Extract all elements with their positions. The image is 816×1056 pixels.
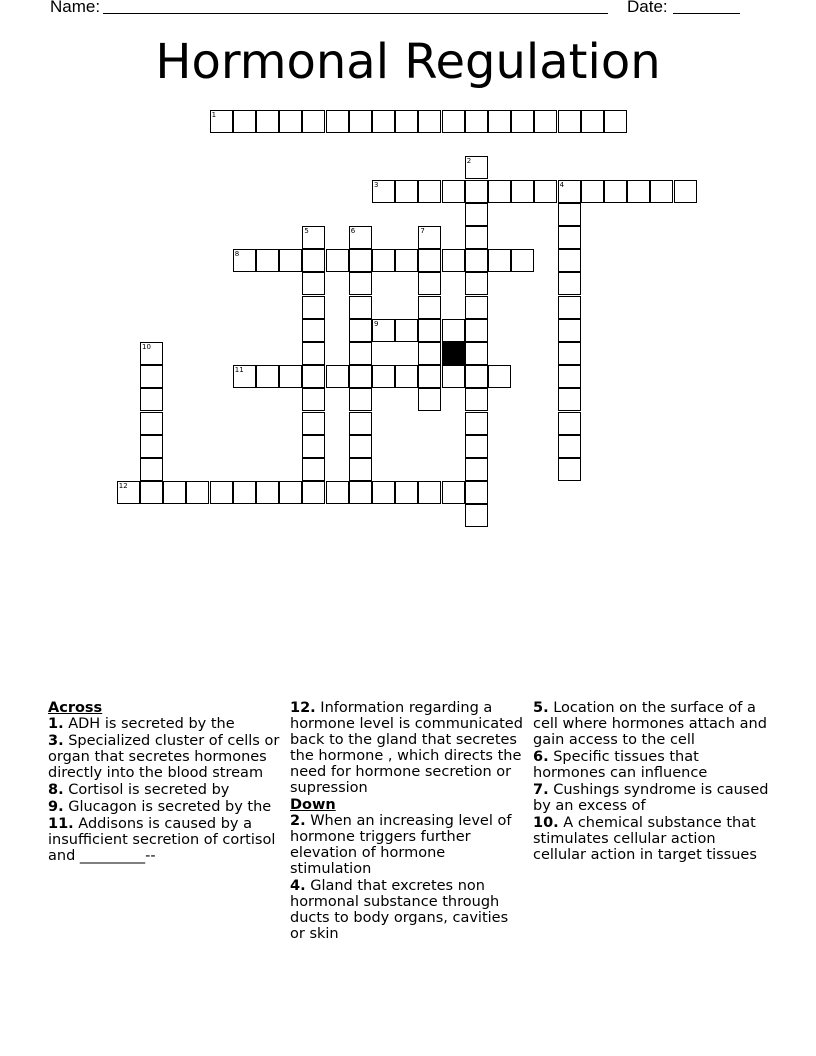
clue-number-6: 6 [350,227,356,235]
grid-cell[interactable] [140,342,163,365]
clue-number-2: 2 [466,157,472,166]
grid-cell[interactable] [534,110,557,133]
grid-cell[interactable] [418,481,441,504]
grid-cell[interactable] [488,249,511,272]
grid-cell[interactable] [140,435,163,458]
grid-cell[interactable] [465,319,488,342]
grid-cell[interactable] [326,481,349,504]
grid-cell[interactable] [349,110,372,133]
clues-column-1 [48,700,284,865]
grid-cell[interactable] [558,180,581,203]
clue-number-9: 9 [374,319,379,328]
grid-cell[interactable] [349,458,372,481]
grid-cell[interactable] [534,180,557,203]
grid-cell[interactable] [418,319,441,342]
grid-cell[interactable] [465,226,488,249]
grid-cell[interactable] [302,249,325,272]
grid-cell[interactable] [558,388,581,411]
grid-cell[interactable] [650,180,673,203]
grid-cell[interactable] [302,365,325,388]
grid-cell[interactable] [558,203,581,226]
grid-cell[interactable] [279,249,302,272]
grid-cell[interactable] [117,481,140,504]
clue-number-11: 11 [234,366,244,375]
grid-cell[interactable] [395,180,418,203]
grid-cell[interactable] [418,296,441,319]
grid-cell[interactable] [465,249,488,272]
grid-cell[interactable] [442,180,465,203]
clues-column-2 [290,700,526,943]
clue-number-1: 1 [211,111,217,119]
grid-cell[interactable] [210,110,233,133]
clue-number-10: 10 [142,343,151,351]
grid-cell[interactable] [442,110,465,133]
date-label: Date: [627,0,668,16]
grid-cell[interactable] [163,481,186,504]
grid-cell[interactable] [465,110,488,133]
grid-cell[interactable] [302,458,325,481]
grid-cell[interactable] [465,458,488,481]
grid-cell[interactable] [395,481,418,504]
grid-cell[interactable] [349,319,372,342]
grid-cell[interactable] [442,481,465,504]
clue-down-7: 7. Cushings syndrome is caused by an excess of [533,782,769,814]
grid-cell[interactable] [302,272,325,295]
grid-cell[interactable] [558,412,581,435]
page-title: Hormonal Regulation [155,34,661,90]
grid-cell[interactable] [604,180,627,203]
grid-cell[interactable] [140,388,163,411]
grid-cell[interactable] [372,481,395,504]
grid-cell[interactable] [465,435,488,458]
grid-cell[interactable] [465,296,488,319]
grid-cell[interactable] [233,110,256,133]
clue-down-4: 4. Gland that excretes non hormonal substance through ducts to body organs, cavities or skin [290,878,509,942]
grid-cell[interactable] [395,319,418,342]
grid-cell[interactable] [581,110,604,133]
clue-across-11: 11. Addisons is caused by a insufficient secretion of cortisol and _________-- [48,816,276,864]
clue-down-6: 6. Specific tissues that hormones can influence [533,749,708,781]
clue-number-12: 12 [118,482,128,491]
grid-cell[interactable] [488,180,511,203]
grid-cell[interactable] [302,342,325,365]
grid-cell[interactable] [302,481,325,504]
grid-cell[interactable] [558,458,581,481]
grid-cell[interactable] [558,110,581,133]
grid-cell[interactable] [465,203,488,226]
grid-cell[interactable] [349,226,372,249]
grid-cell[interactable] [511,180,534,203]
grid-cell[interactable] [256,249,279,272]
grid-cell[interactable] [465,481,488,504]
grid-cell[interactable] [558,365,581,388]
grid-cell[interactable] [349,296,372,319]
grid-cell[interactable] [349,342,372,365]
grid-cell[interactable] [233,481,256,504]
clue-number-8: 8 [234,250,240,259]
name-label: Name: [50,0,101,16]
grid-cell[interactable] [302,412,325,435]
grid-cell[interactable] [558,296,581,319]
clue-number-5: 5 [304,227,309,235]
grid-cell[interactable] [302,388,325,411]
grid-cell[interactable] [418,180,441,203]
grid-cell[interactable] [395,365,418,388]
grid-cell[interactable] [302,435,325,458]
across-heading: Across [48,700,103,716]
grid-cell[interactable] [558,319,581,342]
clue-down-10: 10. A chemical substance that stimulates cellular action cellular action in target tissues [533,815,757,863]
grid-cell[interactable] [418,249,441,272]
black-cell [442,342,465,365]
grid-cell[interactable] [418,110,441,133]
clue-down-2: 2. When an increasing level of hormone triggers further elevation of hormone stimulation [290,813,512,877]
grid-cell[interactable] [465,365,488,388]
grid-cell[interactable] [395,110,418,133]
grid-cell[interactable] [256,481,279,504]
grid-cell[interactable] [511,249,534,272]
grid-cell[interactable] [210,481,233,504]
grid-cell[interactable] [372,110,395,133]
down-heading: Down [290,797,336,813]
clue-across-12: 12. Information regarding a hormone level is communicated back to the gland that secretes the hormone , which directs the need for hormone secretion or supression [290,700,523,796]
clue-number-3: 3 [374,180,379,189]
grid-cell[interactable] [349,388,372,411]
grid-cell[interactable] [418,342,441,365]
clue-across-1: 1. ADH is secreted by the [48,716,235,732]
grid-cell[interactable] [326,249,349,272]
grid-cell[interactable] [465,412,488,435]
grid-cell[interactable] [418,272,441,295]
grid-cell[interactable] [279,110,302,133]
grid-cell[interactable] [326,365,349,388]
grid-cell[interactable] [488,110,511,133]
grid-cell[interactable] [140,365,163,388]
grid-cell[interactable] [256,365,279,388]
grid-cell[interactable] [442,249,465,272]
grid-cell[interactable] [372,249,395,272]
grid-cell[interactable] [627,180,650,203]
grid-cell[interactable] [558,342,581,365]
grid-cell[interactable] [395,249,418,272]
grid-cell[interactable] [604,110,627,133]
grid-cell[interactable] [349,435,372,458]
grid-cell[interactable] [279,481,302,504]
grid-cell[interactable] [140,412,163,435]
grid-cell[interactable] [140,481,163,504]
grid-cell[interactable] [442,365,465,388]
grid-cell[interactable] [558,249,581,272]
grid-cell[interactable] [558,435,581,458]
grid-cell[interactable] [302,319,325,342]
grid-cell[interactable] [279,365,302,388]
grid-cell[interactable] [465,388,488,411]
clue-number-7: 7 [420,227,425,235]
grid-cell[interactable] [674,180,697,203]
grid-cell[interactable] [302,110,325,133]
grid-cell[interactable] [372,319,395,342]
grid-cell[interactable] [418,226,441,249]
grid-cell[interactable] [349,412,372,435]
clue-across-9: 9. Glucagon is secreted by the [48,799,272,815]
grid-cell[interactable] [465,156,488,179]
grid-cell[interactable] [558,272,581,295]
clue-across-3: 3. Specialized cluster of cells or organ that secretes hormones directly into the blood stream [48,733,280,781]
grid-cell[interactable] [511,110,534,133]
grid-cell[interactable] [140,458,163,481]
grid-cell[interactable] [302,296,325,319]
grid-cell[interactable] [558,226,581,249]
grid-cell[interactable] [302,226,325,249]
grid-cell[interactable] [465,504,488,527]
grid-cell[interactable] [186,481,209,504]
grid-cell[interactable] [465,272,488,295]
grid-cell[interactable] [418,365,441,388]
clue-down-5: 5. Location on the surface of a cell where hormones attach and gain access to the cell [533,700,767,748]
grid-cell[interactable] [349,272,372,295]
grid-cell[interactable] [349,481,372,504]
grid-cell[interactable] [418,388,441,411]
grid-cell[interactable] [256,110,279,133]
grid-cell[interactable] [349,365,372,388]
grid-cell[interactable] [372,180,395,203]
grid-cell[interactable] [465,342,488,365]
grid-cell[interactable] [349,249,372,272]
grid-cell[interactable] [372,365,395,388]
grid-cell[interactable] [465,180,488,203]
clue-across-8: 8. Cortisol is secreted by [48,782,230,798]
grid-cell[interactable] [581,180,604,203]
grid-cell[interactable] [442,319,465,342]
clues-column-3 [533,700,769,864]
clue-number-4: 4 [559,180,565,189]
grid-cell[interactable] [326,110,349,133]
grid-cell[interactable] [488,365,511,388]
grid-cell[interactable] [233,249,256,272]
grid-cell[interactable] [233,365,256,388]
